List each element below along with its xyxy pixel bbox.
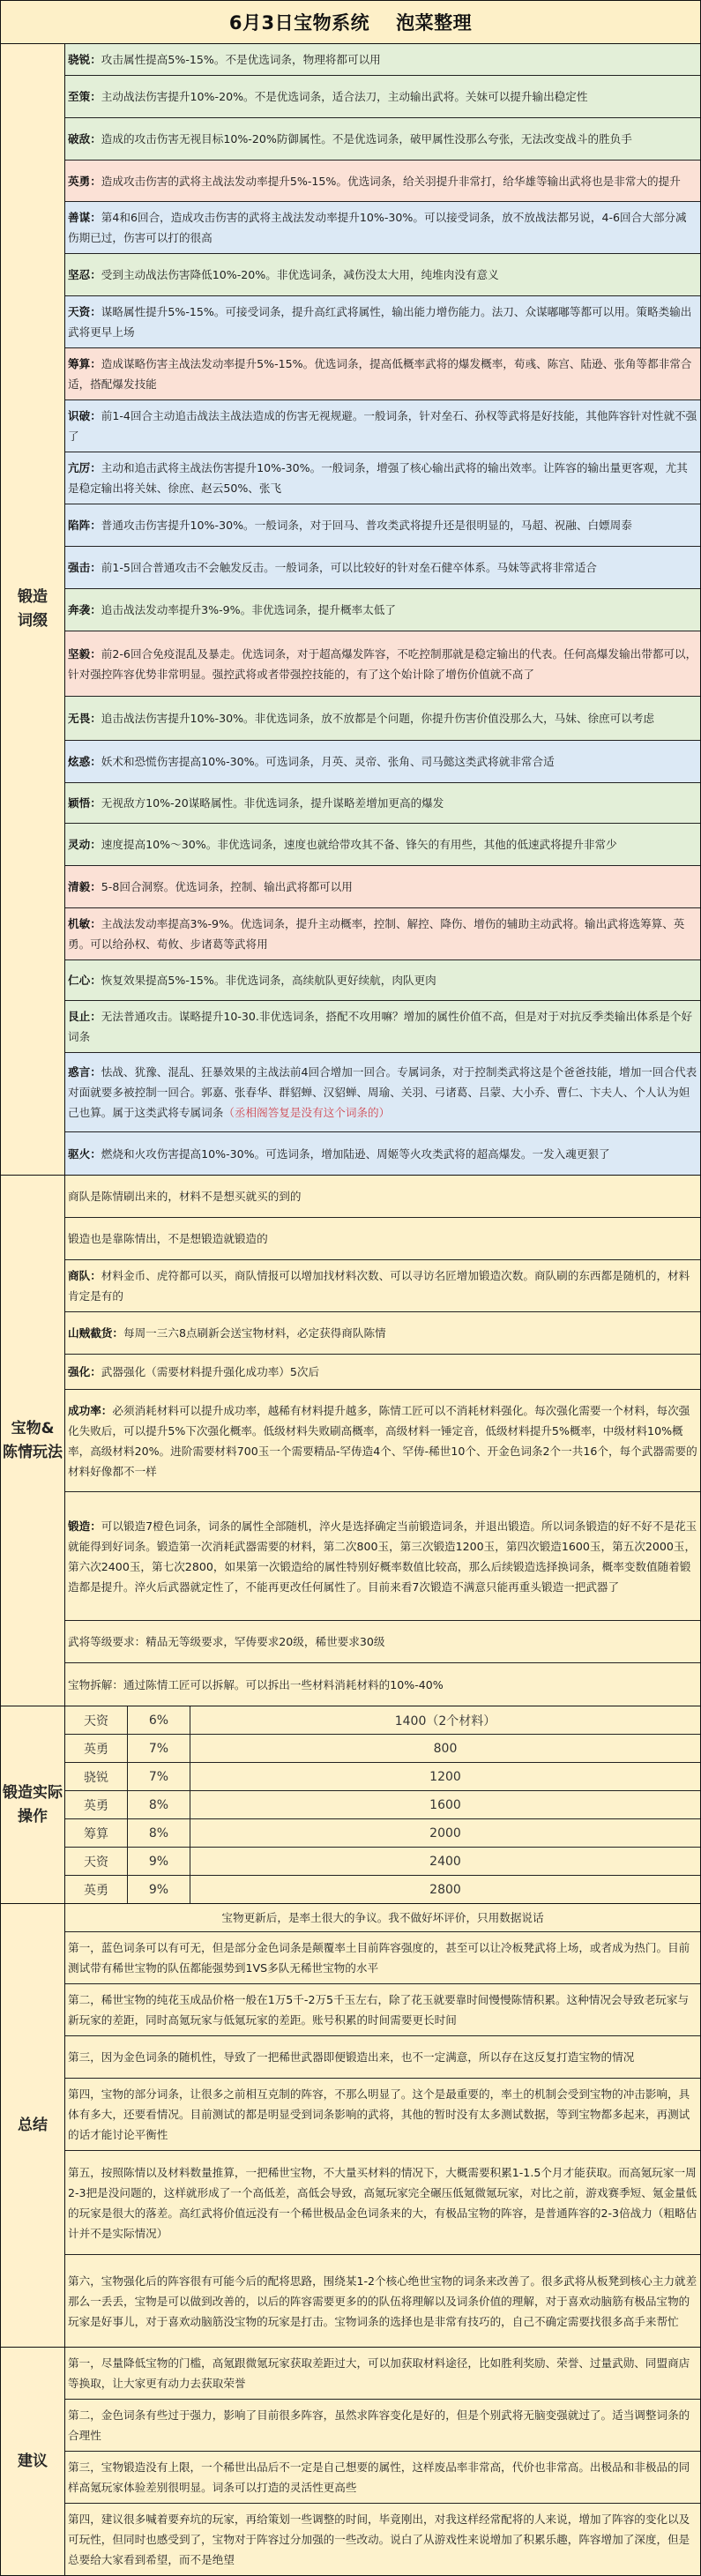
row-text: 受到主动战法伤害降低10%-20%。非优选词条，减伤没太大用，纯堆肉没有意义 xyxy=(101,268,499,281)
play-row xyxy=(65,1663,700,1706)
section-suggestions xyxy=(1,2348,700,2575)
summary-row xyxy=(65,2036,700,2079)
row-text: 必须消耗材料可以提升成功率，越稀有材料提升越多，陈情工匠可以不消耗材料强化。每次强化需要一个材料，每次强化失败后，可以提升5%下次强化概率。低级材料失败刷高概率，高级材料一锤定音，低级材料提升5%概率，中级材料10%概率，高级材料20%。进阶需要材料700玉一个需要精品-罕俦造4个、罕俦-稀世10个、开金色词条2个一共16个，每个武器需要的材料好像都不一样 xyxy=(68,1403,697,1478)
affix-name: 破敌： xyxy=(68,132,101,146)
play-row xyxy=(65,1218,700,1260)
affix-name: 天资： xyxy=(68,305,101,318)
row-text: 5-8回合洞察。优选词条，控制、输出武将都可以用 xyxy=(101,880,353,893)
row-text: 前2-6回合免疫混乱及暴走。优选词条，对于超高爆发阵容，不吃控制那就是稳定输出的代表。任何高爆发输出带都可以，针对强控阵容优势非常明显。强控武将或者带强控技能的，有了这个始计除了增伤价值就不高了 xyxy=(68,646,697,681)
cost-cell: 1200 xyxy=(190,1763,701,1791)
summary-row xyxy=(65,2151,700,2255)
cost-cell: 2800 xyxy=(429,1882,461,1897)
row-text: 恢复效果提高5%-15%。非优选词条，高续航队更好续航，肉队更肉 xyxy=(101,974,436,987)
affix-cell: 英勇 xyxy=(65,1876,128,1904)
affix-name: 炫惑： xyxy=(68,755,101,768)
row-text: 第一，蓝色词条可以有可无，但是部分金色词条是颠覆率土目前阵容强度的，甚至可以让冷板凳武将上场，或者成为热门。目前测试带有稀世宝物的队伍都能强势到1VS多队无稀世宝物的水平 xyxy=(68,1941,690,1975)
row-text: 燃烧和火攻伤害提高10%-30%。可选词条，增加陆逊、周姬等火攻类武将的超高爆发。一发入魂更狠了 xyxy=(101,1146,610,1161)
summary-row xyxy=(65,1932,700,1984)
row-text: 谋略属性提升5%-15%。可接受词条，提升高红武将属性，输出能力增伤能力。法刀、众谋嘟嘟等都可以用。策略类输出武将更早上场 xyxy=(68,305,692,339)
section-forging-affixes xyxy=(1,44,700,1176)
summary-row xyxy=(65,1984,700,2036)
row-text: 武将等级要求：精品无等级要求，罕俦要求20级，稀世要求30级 xyxy=(68,1635,385,1648)
affix-name: 善谋： xyxy=(68,211,101,224)
rate-cell: 8% xyxy=(128,1791,190,1819)
table-row xyxy=(65,1706,700,1735)
rate-cell: 9% xyxy=(128,1876,190,1904)
rate-cell: 7% xyxy=(128,1763,190,1791)
affix-row xyxy=(65,783,700,824)
rate-cell: 6% xyxy=(128,1706,190,1735)
affix-cell: 英勇 xyxy=(65,1735,128,1763)
row-text: 商队是陈情刷出来的，材料不是想买就买的到的 xyxy=(68,1190,302,1203)
section-label-summary: 总结 xyxy=(1,1904,65,2347)
cost-cell: 1600 xyxy=(190,1791,701,1819)
affix-row xyxy=(65,547,700,589)
table-row xyxy=(65,1876,700,1904)
row-text: 第二，金色词条有些过于强力，影响了目前很多阵容，虽然求阵容变化是好的，但是个别武将无脑变强就过了。适当调整词条的合理性 xyxy=(68,2408,690,2442)
affix-row xyxy=(65,504,700,547)
row-text: 主动和追击武将主战法伤害提升10%-30%。一般词条，增强了核心输出武将的输出效率。让阵容的输出量更客观，尤其是稳定输出将关妹、徐庶、赵云50%、张飞 xyxy=(68,461,688,495)
affix-name: 山贼截货： xyxy=(68,1326,123,1340)
affix-name: 骁锐： xyxy=(68,53,101,66)
section-forging-practice xyxy=(1,1706,700,1904)
section-label-forging-practice: 锻造实际 操作 xyxy=(1,1706,65,1903)
title-main: 6月3日宝物系统 xyxy=(228,12,370,34)
play-row xyxy=(65,1621,700,1663)
affix-row xyxy=(65,296,700,348)
affix-name: 亢厉： xyxy=(68,461,101,474)
row-text: 攻击属性提高5%-15%。不是优选词条，物理将都可以用 xyxy=(101,53,381,66)
cost-cell: 2000 xyxy=(190,1819,701,1848)
suggestion-row xyxy=(65,2504,700,2575)
row-text: 无法普通攻击。谋略提升10-30.非优选词条，搭配不攻用嘛？增加的属性价值不高，但是对于对抗反季类输出体系是个好词条 xyxy=(68,1010,693,1043)
affix-row xyxy=(65,589,700,631)
suggestion-row xyxy=(65,2400,700,2452)
affix-name: 筹算： xyxy=(68,357,101,370)
row-text: 第六，宝物强化后的阵容很有可能今后的配将思路，围绕某1-2个核心绝世宝物的词条来改善了。很多武将从板凳到核心主力就差那么一丢丢，宝物是可以做到改善的，以后的阵容需要更多的的队伍将理解以及词条价值的理解，对于喜欢动脑筋有极品宝物的玩家是好事儿，对于喜欢动脑筋没宝物的玩家是打击。宝物词条的选择也是非常有技巧的，自己不确定需要找很多高手来帮忙 xyxy=(68,2274,697,2328)
row-text: 第一，尽量降低宝物的门槛，高氪跟微氪玩家获取差距过大，可以加获取材料途径，比如胜利奖励、荣誉、过量武勋、同盟商店等换取，让大家更有动力去获取荣誉 xyxy=(68,2356,690,2390)
rate-cell: 7% xyxy=(128,1735,190,1763)
section-label-treasure-play: 宝物& 陈情玩法 xyxy=(1,1176,65,1706)
suggestion-list xyxy=(65,2348,700,2575)
affix-row xyxy=(65,348,700,400)
row-text: 第三，宝物锻造没有上限，一个稀世出品后不一定是自己想要的属性，这样废品率非常高，代价也非常高。出极品和非极品的同样高氪玩家体验差别很明显。词条可以打造的灵活性更高些 xyxy=(68,2460,690,2494)
affix-row xyxy=(65,118,700,161)
affix-cell: 天资 xyxy=(65,1706,128,1735)
affix-name: 机敏： xyxy=(68,917,101,930)
section-summary xyxy=(1,1904,700,2348)
affix-name: 至策： xyxy=(68,90,101,103)
affix-row xyxy=(65,960,700,1001)
affix-name: 商队： xyxy=(68,1269,101,1282)
affix-row xyxy=(65,866,700,908)
affix-row xyxy=(65,254,700,296)
affix-row xyxy=(65,202,700,254)
affix-name: 清毅： xyxy=(68,880,101,893)
treasure-play-list xyxy=(65,1176,700,1706)
affix-cell: 英勇 xyxy=(65,1791,128,1819)
affix-name: 强化： xyxy=(68,1365,101,1378)
section-treasure-play xyxy=(1,1176,700,1706)
affix-row xyxy=(65,824,700,866)
play-row xyxy=(65,1312,700,1355)
row-text: 怯战、犹豫、混乱、狂暴效果的主战法前4回合增加一回合。专属词条，对于控制类武将这是个爸爸技能，增加一回合代表对面就要多被控制一回合。郭嘉、张春华、群貂蝉、汉貂蝉、周瑜、关羽、弓诸葛、吕蒙、大小乔、曹仁、卞夫人、个人认为妲己也算。属于这类武将专属词条 xyxy=(68,1065,697,1119)
row-text: 可以锻造7橙色词条，词条的属性全部随机，淬火是选择确定当前锻造词条，并退出锻造。所以词条锻造的好不好不是花玉就能得到好词条。锻造第一次消耗武器需要的材料，第二次800玉，第三次锻造1200玉，第四次锻造1600玉，第五次2000玉，第六次2400玉，第七次2800，如果第一次锻造给的属性特别好概率数值比较高，那么后续锻造选择换词条，概率变数值随着锻造都是提升。淬火后武器就定性了，不能再更改任何属性了。目前来看7次锻造不满意只能再重头锻造一把武器了 xyxy=(68,1519,697,1594)
affix-name: 强击： xyxy=(68,561,101,574)
affix-name: 成功率： xyxy=(68,1403,113,1417)
row-text: 每周一三六8点刷新会送宝物材料，必定获得商队陈情 xyxy=(123,1326,386,1340)
summary-intro: 宝物更新后，是率土很大的争议。我不做好坏评价，只用数据说话 xyxy=(65,1904,700,1932)
affix-row xyxy=(65,908,700,960)
affix-name: 灵动： xyxy=(68,838,101,851)
affix-row xyxy=(65,1001,700,1053)
affix-name: 艮止： xyxy=(68,1010,101,1023)
affix-row xyxy=(65,631,700,697)
rate-cell: 9% xyxy=(128,1848,190,1876)
row-text: 速度提高10%～30%。非优选词条，速度也就给带攻其不备、锋矢的有用些，其他的低速武将提升非常少 xyxy=(101,838,617,851)
affix-row xyxy=(65,741,700,783)
row-text: 造成的攻击伤害无视目标10%-20%防御属性。不是优选词条，破甲属性没那么夸张，无法改变战斗的胜负手 xyxy=(101,132,632,146)
table-row xyxy=(65,1791,700,1819)
row-text: 第五，按照陈情以及材料数量推算，一把稀世宝物，不大量买材料的情况下，大概需要积累1-1.5个月才能获取。而高氪玩家一周2-3把是没问题的，这样就形成了一个高低差，高低会导致，高氪玩家完全碾压低氪微氪玩家，对比之前，游戏赛季短、氪金量低的玩家是很大的落差。高红武将价值远没有一个稀世极品金色词条来的大，有极品宝物的阵容，是普通阵容的2-3倍战力（粗略估计并不是实际情况） xyxy=(68,2165,697,2240)
row-text: 妖术和恐慌伤害提高10%-30%。可选词条，月英、灵帝、张角、司马懿这类武将就非常合适 xyxy=(101,755,555,768)
row-text: 前1-5回合普通攻击不会触发反击。一般词条，可以比较好的针对垒石健卒体系。马妹等武将非常适合 xyxy=(101,561,597,574)
row-text: 第四，宝物的部分词条，让很多之前相互克制的阵容，不那么明显了。这个是最重要的，率土的机制会受到宝物的冲击影响，具体有多大，还要看情况。目前测试的都是明显受到词条影响的武将，其他的暂时没有太多测试数据，等到宝物都多起来，再测试的话才能讨论平衡性 xyxy=(68,2087,690,2141)
row-text: 第三，因为金色词条的随机性，导致了一把稀世武器即便锻造出来，也不一定满意，所以存在这反复打造宝物的情况 xyxy=(68,2050,635,2064)
affix-row xyxy=(65,44,700,76)
affix-name: 无畏： xyxy=(68,712,101,725)
table-row xyxy=(65,1763,700,1791)
row-text: 材料金币、虎符都可以买，商队情报可以增加找材料次数、可以寻访名匠增加锻造次数。商队刷的东西都是随机的，材料肯定是有的 xyxy=(68,1269,690,1303)
rate-cell: 8% xyxy=(128,1819,190,1848)
affix-name: 奔袭： xyxy=(68,603,101,616)
suggestion-row xyxy=(65,2348,700,2400)
section-label-suggestions: 建议 xyxy=(1,2348,65,2575)
row-text: 第4和6回合，造成攻击伤害的武将主战法发动率提升10%-30%。可以接受词条，放不放战法都另说，4-6回合大部分减伤期已过，伤害可以打的很高 xyxy=(68,211,687,244)
row-text: 无视敌方10%-20谋略属性。非优选词条，提升谋略差增加更高的爆发 xyxy=(101,796,444,810)
affix-cell: 骁锐 xyxy=(65,1763,128,1791)
row-text: 第四，建议很多喊着要弃坑的玩家，再给策划一些调整的时间，毕竟刚出，对我这样经常配将的人来说，增加了阵容的变化以及可玩性，但同时也感受到了，宝物对于阵容过分加强的一些改动。说白了从游戏性来说增加了积累乐趣，阵容增加了深度，但是总要给大家看到希望，而不是绝望 xyxy=(68,2513,690,2566)
affix-row xyxy=(65,1053,700,1132)
affix-list xyxy=(65,44,700,1175)
play-row xyxy=(65,1492,700,1621)
page-title xyxy=(1,1,700,44)
row-text: 武器强化（需要材料提升强化成功率）5次后 xyxy=(101,1365,320,1378)
cost-cell: 800 xyxy=(190,1735,701,1763)
affix-name: 坚忍： xyxy=(68,268,101,281)
row-text: 造成谋略伤害主战法发动率提升5%-15%。优选词条，提高低概率武将的爆发概率，荀彧、陈宫、陆逊、张角等都非常合适，搭配爆发技能 xyxy=(68,357,692,391)
table-row xyxy=(65,1848,700,1876)
affix-name: 颖悟： xyxy=(68,796,101,810)
row-text: 宝物拆解：通过陈情工匠可以拆解。可以拆出一些材料消耗材料的10%-40% xyxy=(68,1677,444,1691)
affix-name: 坚毅： xyxy=(68,646,101,661)
cost-cell: 1400（2个材料） xyxy=(190,1706,701,1735)
affix-name: 识破： xyxy=(68,409,101,422)
summary-row xyxy=(65,2255,700,2347)
affix-name: 惑言： xyxy=(68,1065,101,1079)
row-text: 第二，稀世宝物的纯花玉成品价格一般在1万5千-2万5千玉左右，除了花玉就要靠时间慢慢陈情积累。这种情况会导致老玩家与新玩家的差距，同时高氪玩家与低氪玩家的差距。账号积累的时间需要更长时间 xyxy=(68,1993,690,2027)
affix-row xyxy=(65,400,700,452)
row-text: 普通攻击伤害提升10%-30%。一般词条，对于回马、普攻类武将提升还是很明显的，马超、祝融、白嫖周泰 xyxy=(101,519,632,532)
row-text: 锻造也是靠陈情出，不是想锻造就锻造的 xyxy=(68,1232,268,1245)
table-row xyxy=(65,1735,700,1763)
title-author: 泡菜整理 xyxy=(396,12,473,34)
row-text: 造成攻击伤害的武将主战法发动率提升5%-15%。优选词条，给关羽提升非常打，给华雄等输出武将也是非常大的提升 xyxy=(101,174,681,188)
official-note: （丞相阁答复是没有这个词条的） xyxy=(223,1106,391,1119)
play-row xyxy=(65,1355,700,1390)
row-text: 追击战法发动率提升3%-9%。非优选词条，提升概率太低了 xyxy=(101,603,396,616)
affix-name: 锻造： xyxy=(68,1519,101,1533)
play-row xyxy=(65,1176,700,1218)
row-text: 追击战法伤害提升10%-30%。非优选词条，放不放都是个问题，你提升伤害价值没那么大，马妹、徐庶可以考虑 xyxy=(101,712,655,725)
affix-row xyxy=(65,161,700,202)
row-text: 主战法发动率提高3%-9%。优选词条，提升主动概率，控制、解控、降伤、增伤的辅助主动武将。输出武将选筹算、英勇。可以给孙权、荀攸、步诸葛等武将用 xyxy=(68,917,685,951)
affix-row xyxy=(65,697,700,741)
affix-cell: 筹算 xyxy=(65,1819,128,1848)
affix-name: 仁心： xyxy=(68,974,101,987)
cost-cell: 2400 xyxy=(190,1848,701,1876)
section-label-forging-affixes: 锻造词缀 xyxy=(1,44,65,1175)
play-row xyxy=(65,1390,700,1492)
row-text: 前1-4回合主动追击战法主战法造成的伤害无视规避。一般词条，针对垒石、孙权等武将是好技能，其他阵容针对性就不强了 xyxy=(68,409,697,443)
play-row xyxy=(65,1260,700,1312)
suggestion-row xyxy=(65,2452,700,2504)
summary-row xyxy=(65,2079,700,2151)
row-text: 主动战法伤害提升10%-20%。不是优选词条，适合法刀，主动输出武将。关妹可以提升输出稳定性 xyxy=(101,90,588,103)
affix-row xyxy=(65,1132,700,1175)
affix-cell: 天资 xyxy=(65,1848,128,1876)
affix-name: 英勇： xyxy=(68,174,101,188)
forging-cost-table xyxy=(65,1706,700,1903)
affix-row xyxy=(65,452,700,504)
affix-name: 陷阵： xyxy=(68,519,101,532)
summary-list xyxy=(65,1904,700,2347)
table-row xyxy=(65,1819,700,1848)
affix-row xyxy=(65,76,700,118)
affix-name: 驱火： xyxy=(68,1146,101,1161)
